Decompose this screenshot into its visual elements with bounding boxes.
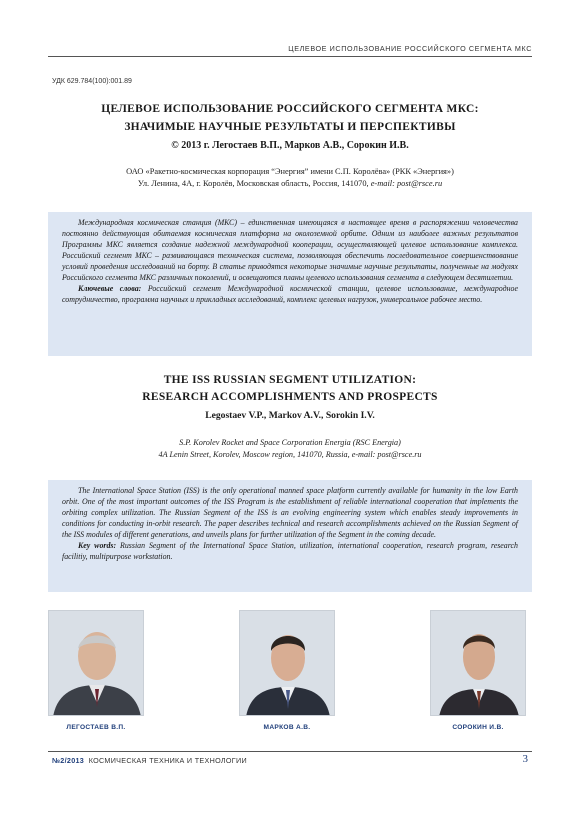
author-photo-markov xyxy=(239,610,335,731)
portrait-legostaev xyxy=(48,610,144,716)
affiliation-russian-address: Ул. Ленина, 4А, г. Королёв, Московская область, Россия, 141070, xyxy=(137,178,369,188)
keywords-russian-text: Российский сегмент Международной космической станции, целевое использование, международное сотрудничество, программа научных и прикладных исследований, комплекс целевых нагрузок, универсальное рабочее место. xyxy=(62,284,518,304)
person-icon xyxy=(431,611,526,716)
author-photo-sorokin xyxy=(430,610,526,731)
affiliation-english-line1: S.P. Korolev Rocket and Space Corporation Energia (RSC Energia) xyxy=(179,438,401,447)
affiliation-russian-email: e-mail: post@rsce.ru xyxy=(370,178,443,188)
portrait-markov xyxy=(239,610,335,716)
affiliation-english-line2: 4A Lenin Street, Korolev, Moscow region, 141070, Russia, e-mail: post@rsce.ru xyxy=(158,449,422,459)
title-russian xyxy=(40,100,540,136)
title-english-line1: THE ISS RUSSIAN SEGMENT UTILIZATION: xyxy=(163,374,417,386)
running-head: ЦЕЛЕВОЕ ИСПОЛЬЗОВАНИЕ РОССИЙСКОГО СЕГМЕНТА МКС xyxy=(288,44,532,53)
header-rule xyxy=(48,56,532,57)
person-icon xyxy=(240,611,335,716)
udc-code: УДК 629.784(100):001.89 xyxy=(52,78,132,85)
authors-russian: © 2013 г. Легостаев В.П., Марков А.В., Сорокин И.В. xyxy=(171,140,409,151)
abstract-english: The International Space Station (ISS) is the only operational manned space platform currently available for humanity in the low Earth orbit. One of the most important outcomes of the ISS Program is the establishment of reliable international cooperation that implements the orbiting complex utilization. The Russian Segment of the ISS is an evolving engineering system which enables steady improvements in conditions for conducting in-orbit research. The paper describes technical and research accomplishments achieved on the Russian Segment of the ISS modules of different generations, and unveils plans for further utilization of the Segment in the coming decade. xyxy=(62,486,518,539)
person-icon xyxy=(49,611,144,716)
title-english-line2: RESEARCH ACCOMPLISHMENTS AND PROSPECTS xyxy=(142,391,438,403)
footer-journal xyxy=(52,756,247,765)
page-number: 3 xyxy=(522,753,528,765)
keywords-english-text: Russian Segment of the International Space Station, utilization, international cooperation, research program, research facilitiy, multipurpose workstation. xyxy=(62,541,518,561)
title-english xyxy=(40,372,540,406)
footer-issue: №2/2013 xyxy=(52,756,85,765)
abstract-russian-box xyxy=(48,212,532,356)
portrait-sorokin xyxy=(430,610,526,716)
footer-journal-name: КОСМИЧЕСКАЯ ТЕХНИКА И ТЕХНОЛОГИИ xyxy=(88,756,247,765)
affiliation-english xyxy=(40,437,540,460)
keywords-russian xyxy=(62,283,518,305)
author-photo-legostaev xyxy=(48,610,144,731)
keywords-english-label: Key words: xyxy=(78,541,117,550)
keywords-russian-label: Ключевые слова: xyxy=(78,284,142,293)
abstract-russian: Международная космическая станция (МКС) – единственная имеющаяся в настоящее время в распоряжении человечества постоянно действующая обитаемая космическая платформа на околоземной орбите. Одним из наиболее важных результатов Программы МКС является создание надежной международной кооперации, осуществляющей целевое использование комплекса. Российский сегмент МКС – развивающаяся техническая система, позволяющая обеспечить последовательное совершенствование условий проведения исследований на борту. В статье приводятся некоторые значимые научные результаты, полученные на модулях Российского сегмента МКС различных поколений, и освещаются планы целевого использования сегмента в следующем десятилетии. xyxy=(62,218,518,282)
footer-rule xyxy=(48,751,532,752)
title-russian-line2: ЗНАЧИМЫЕ НАУЧНЫЕ РЕЗУЛЬТАТЫ И ПЕРСПЕКТИВЫ xyxy=(124,121,456,133)
keywords-english xyxy=(62,540,518,562)
photo-caption-markov: МАРКОВ А.В. xyxy=(263,724,311,731)
photo-caption-legostaev: ЛЕГОСТАЕВ В.П. xyxy=(66,724,126,731)
affiliation-russian-line2 xyxy=(40,178,540,190)
abstract-english-box xyxy=(48,480,532,592)
photo-caption-sorokin: СОРОКИН И.В. xyxy=(452,724,504,731)
affiliation-russian-line1: ОАО «Ракетно-космическая корпорация “Энергия” имени С.П. Королёва» (РКК «Энергия») xyxy=(126,167,454,176)
authors-english: Legostaev V.P., Markov A.V., Sorokin I.V. xyxy=(205,410,375,421)
affiliation-russian xyxy=(40,166,540,189)
title-russian-line1: ЦЕЛЕВОЕ ИСПОЛЬЗОВАНИЕ РОССИЙСКОГО СЕГМЕНТА МКС: xyxy=(101,103,479,115)
